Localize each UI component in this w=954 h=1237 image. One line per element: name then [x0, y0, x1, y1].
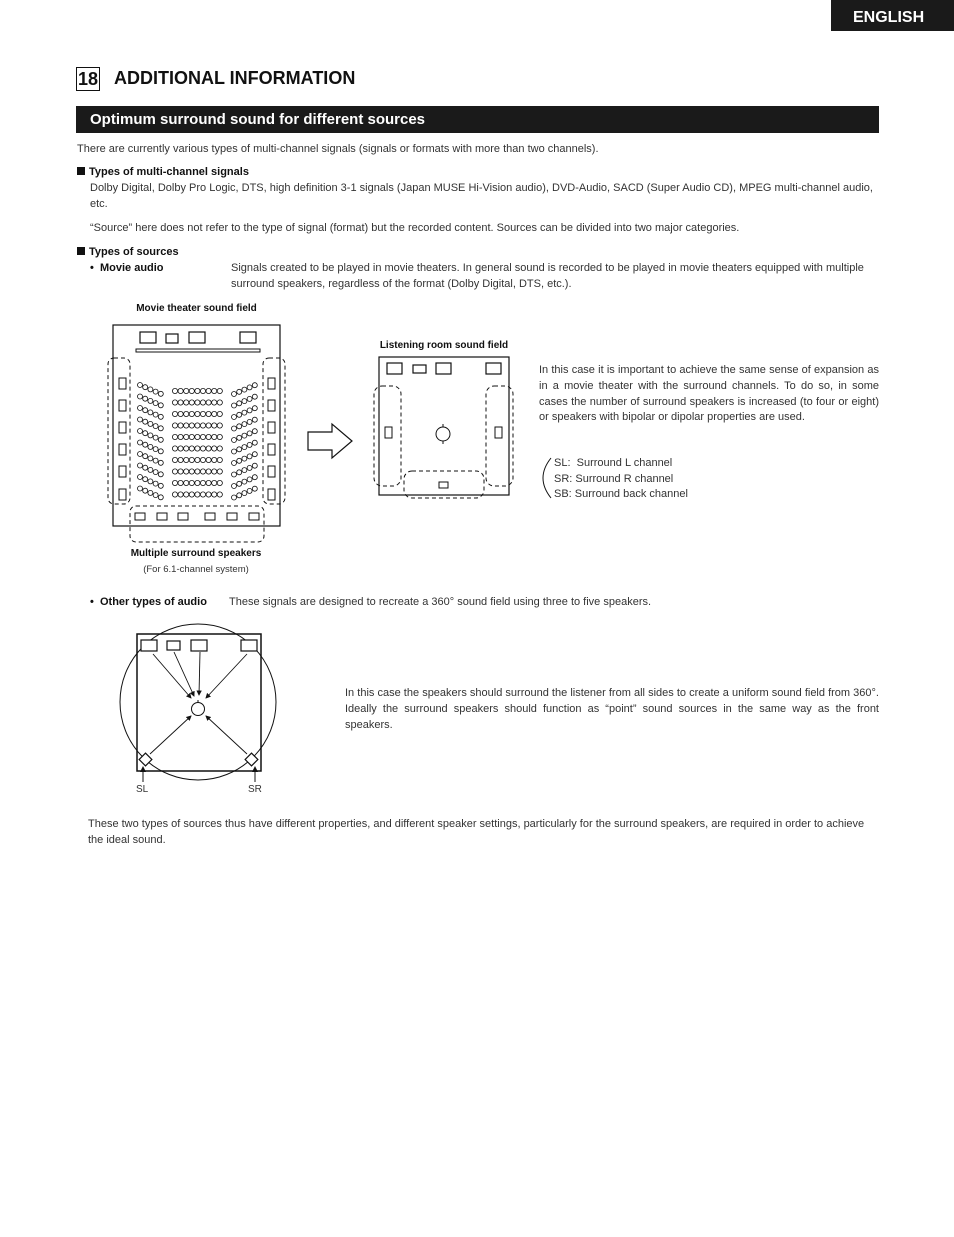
- movie-audio-desc: Signals created to be played in movie theaters. In general sound is recorded to be played in movie theaters equipped with multiple surround speakers, regardless of the format (Dolby Digital, DTS, etc.).: [231, 262, 864, 290]
- conclusion-text: These two types of sources thus have different properties, and different speaker settings, particularly for the surround speakers, are required in order to achieve the ideal sound.: [88, 818, 865, 846]
- front-left-speaker: [141, 640, 157, 651]
- movie-explanation: In this case it is important to achieve the same sense of expansion as in a movie theater with the surround channels. To do so, in some cases the number of surround speakers is increased (to four or eight) or speakers with bipolar or dipolar properties are used.: [539, 364, 879, 424]
- section-banner: Optimum surround sound for different sources: [76, 106, 879, 133]
- section-number: 18: [77, 69, 99, 89]
- speakers-caption: Multiple surround speakers: [130, 548, 262, 559]
- legend-abbr: SL:: [554, 457, 571, 469]
- sr-label: SR: [248, 784, 262, 795]
- legend-desc: Surround R channel: [575, 472, 674, 485]
- signals-heading-text: Types of multi-channel signals: [89, 166, 249, 178]
- legend-desc: Surround L channel: [576, 457, 673, 469]
- legend-abbr: SR:: [554, 472, 573, 485]
- legend-desc: Surround back channel: [574, 488, 688, 500]
- theater-caption: Movie theater sound field: [136, 303, 257, 314]
- sources-heading-text: Types of sources: [89, 246, 179, 258]
- legend-abbr: SB:: [554, 488, 572, 500]
- other-audio-desc: These signals are designed to recreate a 360° sound field using three to five speakers.: [229, 596, 652, 608]
- other-explanation: In this case the speakers should surround the listener from all sides to create a uniform sound field from 360°. Ideally the surround speakers should function as “point” sound sources in the same way as the front speakers.: [345, 687, 879, 731]
- movie-audio-label-text: Movie audio: [99, 262, 164, 274]
- front-right-speaker: [191, 640, 207, 651]
- speakers-subcaption: (For 6.1-channel system): [143, 564, 249, 575]
- subwoofer-speaker: [241, 640, 257, 651]
- listening-caption: Listening room sound field: [379, 340, 509, 351]
- other-audio-label: • Other types of audio: [90, 596, 207, 608]
- center-speaker: [167, 641, 180, 650]
- signals-body: Dolby Digital, Dolby Pro Logic, DTS, high definition 3-1 signals (Japan MUSE Hi-Vision audio), DVD-Audio, SACD (Super Audio CD), MPEG multi-channel audio, etc.: [90, 182, 873, 210]
- other-audio-label-text: Other types of audio: [99, 596, 207, 608]
- intro-text: There are currently various types of multi-channel signals (signals or formats with more than two channels).: [77, 143, 599, 155]
- sl-label: SL: [136, 784, 149, 795]
- movie-audio-label: • Movie audio: [90, 262, 164, 274]
- section-title: ADDITIONAL INFORMATION: [114, 68, 356, 88]
- language-tab: ENGLISH: [831, 0, 954, 31]
- source-note: “Source” here does not refer to the type of signal (format) but the recorded content. Sources can be divided into two major categories.: [90, 222, 740, 234]
